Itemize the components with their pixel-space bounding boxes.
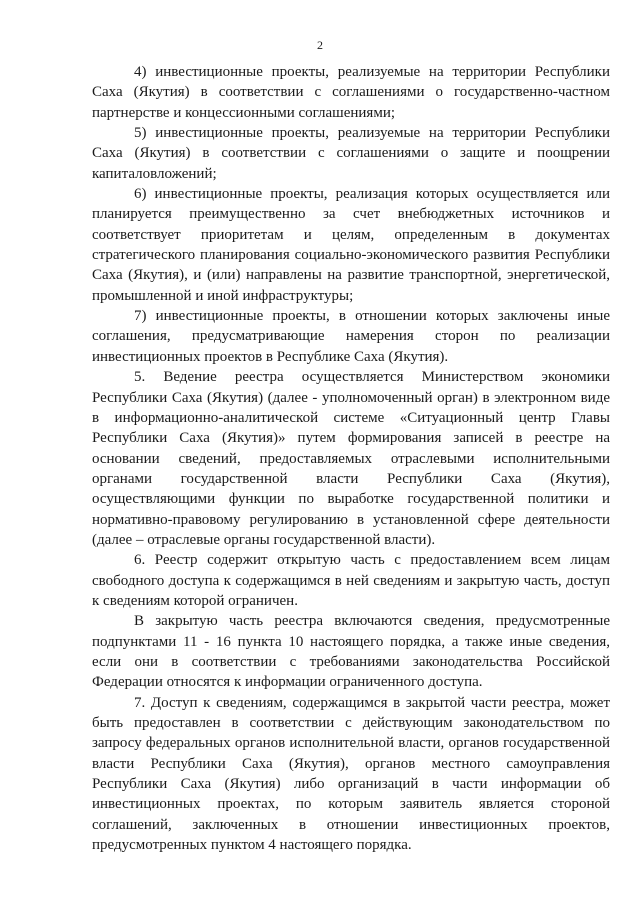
document-body xyxy=(92,62,610,855)
paragraph-clause-7: 7. Доступ к сведениям, содержащимся в закрытой части реестра, может быть предоставлен в соответствии с действующим законодательством по запросу федеральных органов исполнительной власти, органов государственной власти Республики Саха (Якутия), органов местного самоуправления Республики Саха (Якутия) либо организаций в части информации об инвестиционных проектах, по которым заявитель является стороной соглашений, заключенных в отношении инвестиционных проектов, предусмотренных пунктом 4 настоящего порядка. xyxy=(92,694,610,854)
page-number: 2 xyxy=(317,38,323,52)
paragraph-item-5: 5) инвестиционные проекты, реализуемые на территории Республики Саха (Якутия) в соответствии с соглашениями о защите и поощрении капиталовложений; xyxy=(92,125,610,182)
paragraph-item-6: 6) инвестиционные проекты, реализация которых осуществляется или планируется преимущественно за счет внебюджетных источников и соответствует приоритетам и целям, определенным в документах стратегического планирования социально-экономического развития Республики Саха (Якутия), и (или) направлены на развитие транспортной, энергетической, промышленной и иной инфраструктуры; xyxy=(92,186,610,304)
paragraph-clause-6: 6. Реестр содержит открытую часть с предоставлением всем лицам свободного доступа к содержащимся в ней сведениям и закрытую часть, доступ к сведениям которой ограничен. xyxy=(92,552,610,609)
paragraph-item-4: 4) инвестиционные проекты, реализуемые на территории Республики Саха (Якутия) в соответствии с соглашениями о государственно-частном партнерстве и концессионными соглашениями; xyxy=(92,64,610,121)
paragraph-item-7: 7) инвестиционные проекты, в отношении которых заключены иные соглашения, предусматривающие намерения сторон по реализации инвестиционных проектов в Республике Саха (Якутия). xyxy=(92,308,610,365)
paragraph-closed-part: В закрытую часть реестра включаются сведения, предусмотренные подпунктами 11 - 16 пункта 10 настоящего порядка, а также иные сведения, если они в соответствии с требованиями законодательства Российской Федерации относятся к информации ограниченного доступа. xyxy=(92,613,610,691)
paragraph-clause-5: 5. Ведение реестра осуществляется Министерством экономики Республики Саха (Якутия) (далее - уполномоченный орган) в электронном виде в информационно-аналитической системе «Ситуационный центр Главы Республики Саха (Якутия)» путем формирования записей в реестре на основании сведений, предоставляемых отраслевыми исполнительными органами государственной власти Республики Саха (Якутия), осуществляющими функции по выработке государственной политики и нормативно-правовому регулированию в установленной сфере деятельности (далее – отраслевые органы государственной власти). xyxy=(92,369,610,548)
